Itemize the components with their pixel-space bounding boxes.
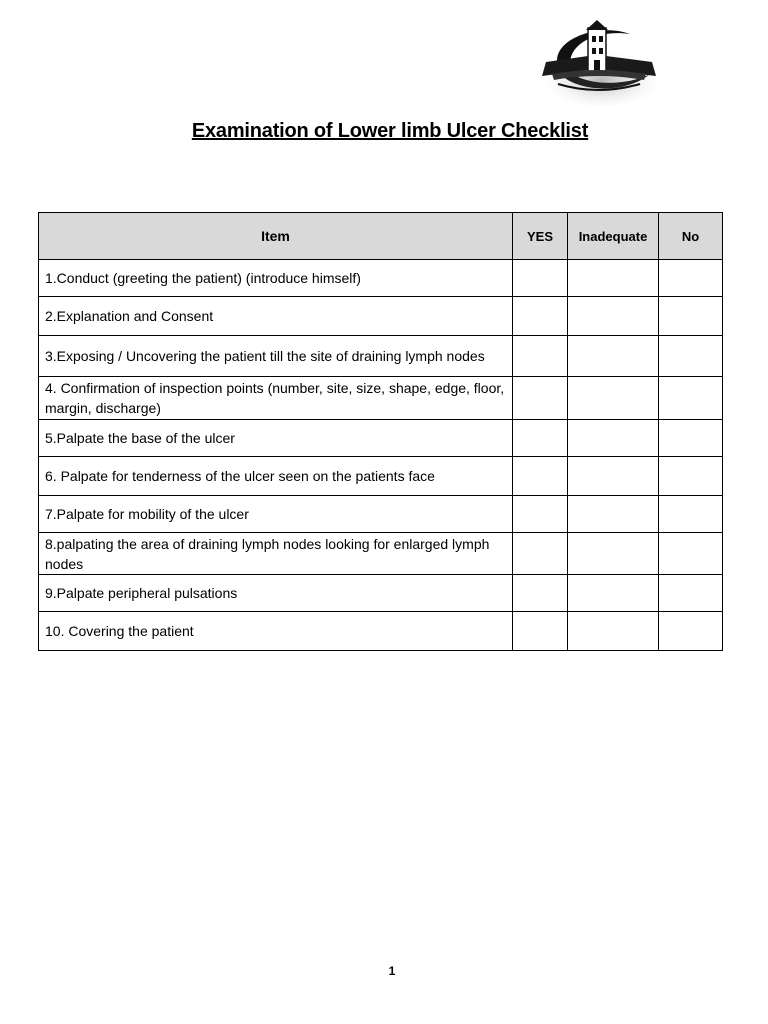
yes-cell[interactable] (513, 260, 568, 297)
table-row (39, 420, 723, 457)
table-row (39, 297, 723, 336)
no-column-header: No (659, 213, 723, 260)
inadequate-cell[interactable] (568, 533, 659, 575)
yes-cell[interactable] (513, 612, 568, 651)
no-cell[interactable] (659, 420, 723, 457)
no-cell[interactable] (659, 457, 723, 496)
table-row (39, 457, 723, 496)
inadequate-cell[interactable] (568, 260, 659, 297)
inadequate-cell[interactable] (568, 496, 659, 533)
table-row (39, 260, 723, 297)
yes-cell[interactable] (513, 575, 568, 612)
no-cell[interactable] (659, 377, 723, 420)
checklist-item-text: 1.Conduct (greeting the patient) (introduce himself) (39, 260, 513, 297)
yes-cell[interactable] (513, 420, 568, 457)
inadequate-cell[interactable] (568, 297, 659, 336)
yes-cell[interactable] (513, 377, 568, 420)
checklist-item-text: 4. Confirmation of inspection points (number, site, size, shape, edge, floor, margin, discharge) (39, 377, 513, 420)
checklist-item-text: 6. Palpate for tenderness of the ulcer seen on the patients face (39, 457, 513, 496)
yes-cell[interactable] (513, 457, 568, 496)
inadequate-cell[interactable] (568, 377, 659, 420)
inadequate-cell[interactable] (568, 336, 659, 377)
page-title: Examination of Lower limb Ulcer Checklist (191, 120, 589, 142)
checklist-table (38, 212, 723, 651)
no-cell[interactable] (659, 336, 723, 377)
yes-cell[interactable] (513, 336, 568, 377)
table-row (39, 575, 723, 612)
inadequate-cell[interactable] (568, 420, 659, 457)
checklist-item-text: 3.Exposing / Uncovering the patient till the site of draining lymph nodes (39, 336, 513, 377)
inadequate-column-header: Inadequate (568, 213, 659, 260)
checklist-item-text: 10. Covering the patient (39, 612, 513, 651)
table-row (39, 612, 723, 651)
no-cell[interactable] (659, 297, 723, 336)
no-cell[interactable] (659, 260, 723, 297)
checklist-item-text: 7.Palpate for mobility of the ulcer (39, 496, 513, 533)
table-row (39, 496, 723, 533)
page-number: 1 (388, 964, 396, 978)
checklist-item-text: 5.Palpate the base of the ulcer (39, 420, 513, 457)
table-row (39, 336, 723, 377)
yes-cell[interactable] (513, 496, 568, 533)
yes-column-header: YES (513, 213, 568, 260)
inadequate-cell[interactable] (568, 457, 659, 496)
no-cell[interactable] (659, 575, 723, 612)
checklist-item-text: 9.Palpate peripheral pulsations (39, 575, 513, 612)
no-cell[interactable] (659, 533, 723, 575)
yes-cell[interactable] (513, 297, 568, 336)
table-header-row (39, 213, 723, 260)
table-row (39, 377, 723, 420)
checklist-item-text: 2.Explanation and Consent (39, 297, 513, 336)
inadequate-cell[interactable] (568, 575, 659, 612)
inadequate-cell[interactable] (568, 612, 659, 651)
university-seal-logo (528, 18, 670, 108)
no-cell[interactable] (659, 612, 723, 651)
university-seal-icon (528, 18, 670, 108)
no-cell[interactable] (659, 496, 723, 533)
checklist-item-text: 8.palpating the area of draining lymph nodes looking for enlarged lymph nodes (39, 533, 513, 575)
table-row (39, 533, 723, 575)
yes-cell[interactable] (513, 533, 568, 575)
item-column-header: Item (39, 213, 513, 260)
